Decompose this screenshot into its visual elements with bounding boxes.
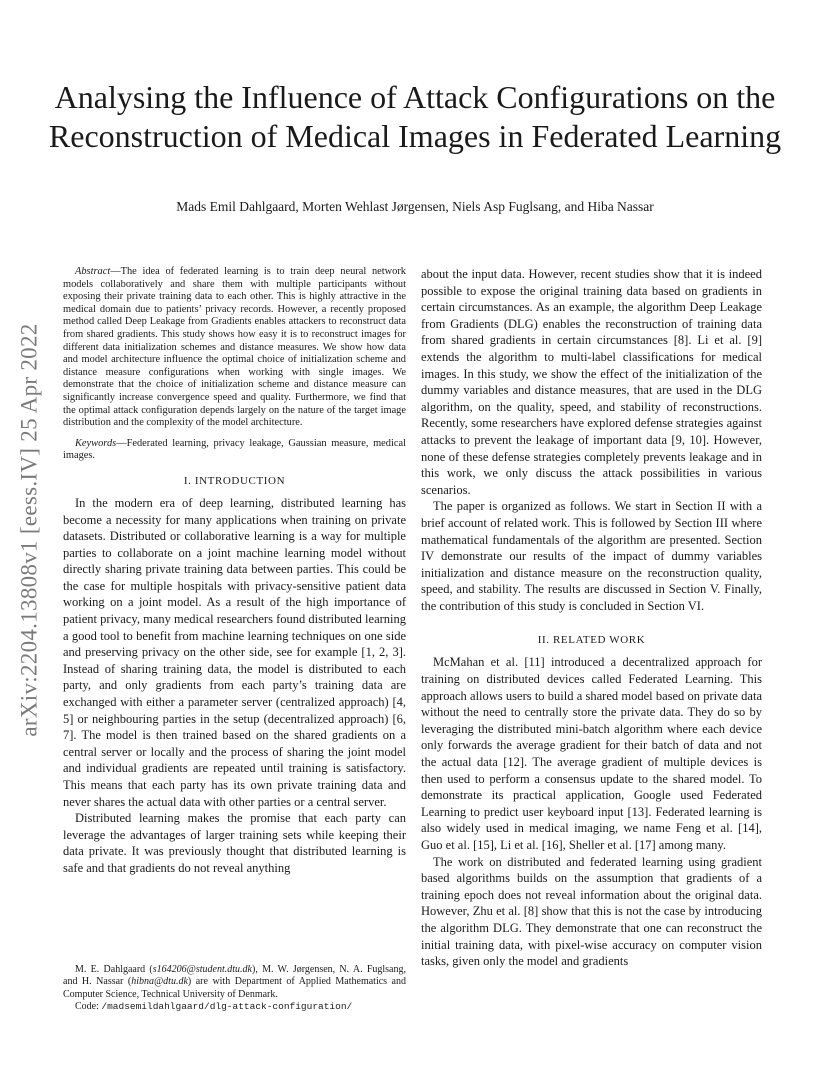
intro-paragraph-2-continued: about the input data. However, recent studies show that it is indeed possible to expose the original training data based on gradients in certain circumstances. As an example, the algorithm Deep Leakage from Gradients (DLG) enables the reconstruction of training data from shared gradients in certain circumstances [8]. Li et al. [9] extends the algorithm to multi-label classifications for medical images. In this study, we show the effect of the initialization of the dummy variables and distance measures, that are used in the DLG algorithm, on the quality, speed, and stability of reconstructions. Recently, some researchers have explored defense strategies against attacks to prevent the leakage of important data [9, 10]. However, none of these defense strategies completely prevents leakage and in this work, we only discuss the attack possibilities in various scenarios. <box>421 267 762 497</box>
arxiv-identifier: arXiv:2204.13808v1 [eess.IV] 25 Apr 2022 <box>17 323 43 737</box>
related-paragraph-1: McMahan et al. [11] introduced a decentralized approach for training on distributed devices called Federated Learning. This approach allows users to build a shared model based on private data without the need to centrally store the private data. They do so by leveraging the distributed mini-batch algorithm where each device only forwards the average gradient for their batch of data and not the actual data [12]. The average gradient of multiple devices is then used to perform a consensus update to the shared model. To demonstrate its practical application, Google used Federated Learning to predict user keyboard input [13]. Federated learning is also widely used in medical imaging, we name Feng et al. [14], Guo et al. [15], Li et al. [16], Sheller et al. [17] among many. <box>421 655 762 852</box>
keywords <box>63 438 406 463</box>
related-paragraph-2: The work on distributed and federated learning using gradient based algorithms builds on the assumption that gradients of a training epoch does not reveal information about the original data. However, Zhu et al. [8] show that this is not the case by introducing the algorithm DLG. They demonstrate that one can reconstruct the initial training data, with pixel-wise accuracy on computer vision tasks, given only the model and gradients <box>421 854 762 969</box>
intro-paragraph-2: Distributed learning makes the promise that each party can leverage the advantages of larger training sets while keeping their data private. It was previously thought that distributed learning is safe and that gradients do not reveal anything <box>63 811 406 875</box>
right-column <box>421 266 762 970</box>
author-footnote <box>63 964 406 1014</box>
email-link[interactable]: s164206@student.dtu.dk <box>152 964 252 975</box>
affiliation-text: M. E. Dahlgaard ( <box>75 964 153 975</box>
section-heading-related-work: II. RELATED WORK <box>537 634 646 647</box>
affiliation-note <box>63 964 406 1001</box>
author-list: Mads Emil Dahlgaard, Morten Wehlast Jørgensen, Niels Asp Fuglsang, and Hiba Nassar <box>176 199 654 214</box>
abstract <box>63 266 406 430</box>
code-repository-link[interactable]: /madsemildahlgaard/dlg-attack-configuration/ <box>101 1001 353 1013</box>
intro-paragraph-1: In the modern era of deep learning, distributed learning has become a necessity for many applications when training on private datasets. Distributed or collaborative learning is a way for multiple parties to collaborate on a joint machine learning model without directly sharing private training data between parties. This could be the case for multiple hospitals with privacy-sensitive patient data working on a joint model. As a result of the high importance of patient privacy, many medical researchers found distributed learning a good tool to benefit from machine learning techniques on one side and preserving privacy on the other side, see for example [1, 2, 3]. Instead of sharing training data, the model is distributed to each party, and only gradients from each party’s training data are exchanged with either a parameter server (centralized approach) [4, 5] or neighbouring parties in the setup (decentralized approach) [6, 7]. The model is then trained based on the shared gradients on a central server or locally and the process of sharing the joint model and individual gradients are repeated until training is satisfactory. This means that each party has its own private training data and never shares the actual data with other parties or a central server. <box>63 495 406 809</box>
section-heading-introduction: I. INTRODUCTION <box>183 474 286 487</box>
abstract-text: —The idea of federated learning is to train deep neural network models collaboratively and share them with multiple participants without exposing their private training data to each other. This is highly attractive in the medical domain due to patients’ privacy records. However, a recently proposed method called Deep Leakage from Gradients enables attackers to reconstruct data from shared gradients. This study shows how easy it is to reconstruct images for different data initialization schemes and distance measures. We show how data and model architecture influence the optimal choice of initialization scheme and distance measure configurations when working with single images. We demonstrate that the choice of initialization scheme and distance measure can significantly increase convergence speed and quality. Furthermore, we find that the optimal attack configuration depends largely on the nature of the target image distribution and the complexity of the model architecture. <box>63 266 406 429</box>
intro-paragraph-3: The paper is organized as follows. We start in Section II with a brief account of related work. This is followed by Section III where mathematical fundamentals of the algorithm are presented. Section IV demonstrate our results of the impact of dummy variables initialization and distance measure on the reconstruction quality, speed, and stability. The results are discussed in Section V. Finally, the contribution of this study is concluded in Section VI. <box>421 499 762 613</box>
abstract-lead: Abstract <box>75 266 111 277</box>
affiliation-text: ) are with Department of Applied Mathematics and Computer Science, Technical University of Denmark. <box>63 976 406 1000</box>
left-column <box>63 266 406 877</box>
keywords-text: —Federated learning, privacy leakage, Gaussian measure, medical images. <box>63 437 406 462</box>
email-link[interactable]: hibna@dtu.dk <box>131 976 188 988</box>
arxiv-identifier-margin <box>10 290 50 770</box>
affiliation-text: ), M. W. Jørgensen, N. A. Fuglsang, and H. Nassar ( <box>63 964 407 988</box>
keywords-lead: Keywords <box>75 437 117 449</box>
paper-title: Analysing the Influence of Attack Configurations on the Reconstruction of Medical Images in Federated Learning <box>48 79 782 154</box>
code-label: Code: <box>75 1001 102 1013</box>
code-note <box>63 1001 406 1013</box>
